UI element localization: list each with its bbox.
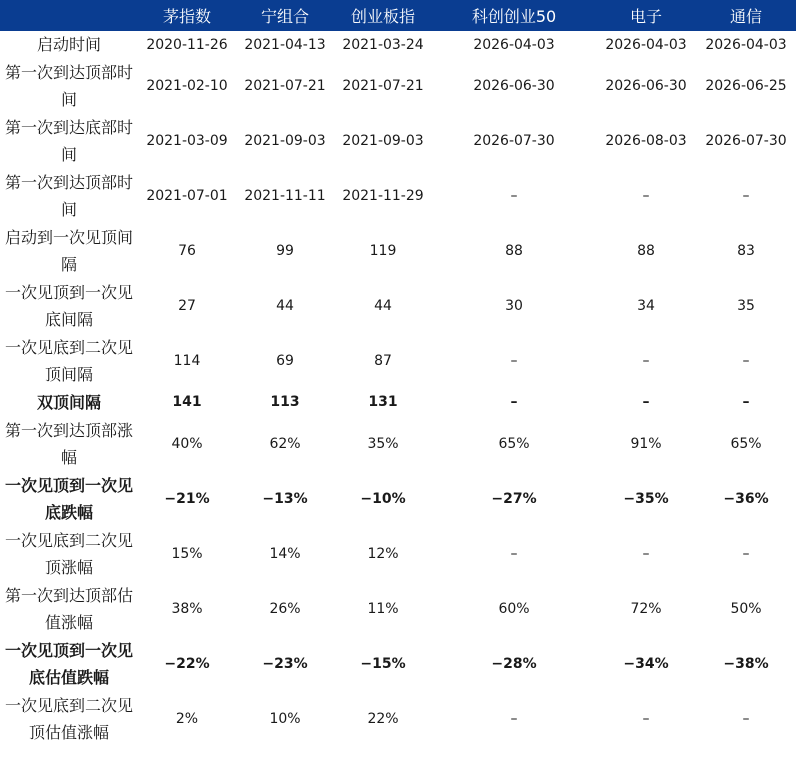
header-cell-kechuang50: 科创创业50 [432, 0, 596, 31]
table-cell: – [742, 710, 750, 727]
table-cell: −15% [360, 655, 406, 672]
table-cell: – [510, 352, 518, 369]
table-row [0, 113, 796, 168]
table-cell: 131 [368, 394, 398, 410]
table-header [0, 0, 796, 31]
row-label: 一次见底到二次见顶估值涨幅 [4, 695, 133, 742]
table-row [0, 333, 796, 388]
header-cell-ningzuhe: 宁组合 [236, 0, 334, 31]
table-cell: 114 [173, 352, 201, 369]
table-cell: 2026-04-03 [705, 36, 787, 53]
table-cell: 35% [367, 435, 399, 452]
table-cell: 44 [276, 297, 294, 314]
table-cell: 27 [178, 297, 196, 314]
table-cell: 12% [367, 545, 399, 562]
table-cell: 30 [505, 297, 523, 314]
table-cell: 91% [630, 435, 662, 452]
table-cell: – [642, 710, 650, 727]
table-cell: 60% [498, 600, 530, 617]
table-cell: −10% [360, 490, 406, 507]
table-row [0, 278, 796, 333]
table-cell: 69 [276, 352, 294, 369]
row-label: 启动时间 [36, 35, 101, 54]
row-label: 一次见顶到一次见底估值跌幅 [4, 640, 133, 687]
table-cell: −34% [623, 655, 669, 672]
row-label: 一次见顶到一次见底跌幅 [4, 475, 133, 522]
table-cell: −38% [723, 655, 769, 672]
table-cell: 2021-03-09 [146, 132, 228, 149]
row-label: 第一次到达顶部涨幅 [4, 420, 133, 467]
row-label: 第一次到达底部时间 [4, 117, 133, 164]
table-cell: 65% [730, 435, 762, 452]
table-row [0, 526, 796, 581]
table-cell: 22% [367, 710, 399, 727]
table-cell: – [742, 187, 750, 204]
table-row [0, 471, 796, 526]
table-cell: 2021-02-10 [146, 77, 228, 94]
header-cell-chuangyeban: 创业板指 [334, 0, 432, 31]
table-cell: 141 [172, 394, 202, 410]
table-cell: 72% [630, 600, 662, 617]
table-row [0, 636, 796, 691]
table-cell: – [742, 352, 750, 369]
row-label: 一次见底到二次见顶涨幅 [4, 530, 133, 577]
table-cell: 2020-11-26 [146, 36, 228, 53]
header-cell-dianzi: 电子 [596, 0, 696, 31]
table-cell: 38% [171, 600, 203, 617]
table-row [0, 416, 796, 471]
table-cell: 44 [374, 297, 392, 314]
table-cell: – [642, 187, 650, 204]
header-cell-maozhishu: 茅指数 [138, 0, 236, 31]
table-body [0, 31, 796, 746]
row-label: 第一次到达顶部估值涨幅 [4, 585, 133, 632]
table-row [0, 58, 796, 113]
table-cell: 2026-06-30 [605, 77, 687, 94]
table-cell: 2026-08-03 [605, 132, 687, 149]
table-cell: 62% [269, 435, 301, 452]
table-row [0, 31, 796, 58]
table-row [0, 168, 796, 223]
table-cell: 65% [498, 435, 530, 452]
table-cell: 11% [367, 600, 399, 617]
table-row [0, 223, 796, 278]
table-cell: −28% [491, 655, 537, 672]
table-cell: – [510, 545, 518, 562]
table-cell: 2021-04-13 [244, 36, 326, 53]
table-cell: – [642, 545, 650, 562]
table-cell: 2% [175, 710, 199, 727]
table-cell: – [510, 394, 518, 410]
table-cell: 119 [369, 242, 397, 259]
table-cell: −13% [262, 490, 308, 507]
table-cell: 40% [171, 435, 203, 452]
table-cell: 2021-11-11 [244, 187, 326, 204]
table-cell: – [642, 352, 650, 369]
table-cell: 88 [505, 242, 523, 259]
table-cell: – [742, 394, 750, 410]
table-cell: 87 [374, 352, 392, 369]
row-label: 启动到一次见顶间隔 [4, 227, 133, 274]
table-cell: 2021-07-21 [342, 77, 424, 94]
table-cell: 50% [730, 600, 762, 617]
table-cell: 2026-07-30 [473, 132, 555, 149]
table-row [0, 691, 796, 746]
header-row [0, 0, 796, 31]
table-cell: 83 [737, 242, 755, 259]
table-cell: 2021-09-03 [342, 132, 424, 149]
table-cell: −22% [164, 655, 210, 672]
table-cell: −35% [623, 490, 669, 507]
table-cell: 2026-04-03 [605, 36, 687, 53]
table-cell: −27% [491, 490, 537, 507]
row-label: 双顶间隔 [36, 392, 101, 412]
table-cell: – [510, 710, 518, 727]
table-cell: 10% [269, 710, 301, 727]
table-cell: 2021-09-03 [244, 132, 326, 149]
table-cell: 2021-07-21 [244, 77, 326, 94]
row-label: 一次见顶到一次见底间隔 [4, 282, 133, 329]
row-label: 第一次到达顶部时间 [4, 62, 133, 109]
table-cell: – [642, 394, 650, 410]
table-cell: 99 [276, 242, 294, 259]
table-cell: 2026-04-03 [473, 36, 555, 53]
table-cell: −36% [723, 490, 769, 507]
table-cell: 2021-03-24 [342, 36, 424, 53]
table-cell: – [742, 545, 750, 562]
table-cell: 2021-11-29 [342, 187, 424, 204]
table-cell: −23% [262, 655, 308, 672]
table-cell: 88 [637, 242, 655, 259]
table-cell: 113 [270, 394, 300, 410]
table-cell: 15% [171, 545, 203, 562]
table-cell: 2026-07-30 [705, 132, 787, 149]
table-cell: 34 [637, 297, 655, 314]
table-cell: 14% [269, 545, 301, 562]
table-row [0, 581, 796, 636]
table-cell: 76 [178, 242, 196, 259]
header-cell-tongxin: 通信 [696, 0, 796, 31]
table-cell: 35 [737, 297, 755, 314]
table-cell: 2021-07-01 [146, 187, 228, 204]
table-cell: 2026-06-30 [473, 77, 555, 94]
row-label: 第一次到达顶部时间 [4, 172, 133, 219]
table-cell: −21% [164, 490, 210, 507]
table-cell: – [510, 187, 518, 204]
table-row [0, 388, 796, 416]
row-label: 一次见底到二次见顶间隔 [4, 337, 133, 384]
header-cell-corner [0, 0, 138, 31]
table-cell: 26% [269, 600, 301, 617]
table-cell: 2026-06-25 [705, 77, 787, 94]
